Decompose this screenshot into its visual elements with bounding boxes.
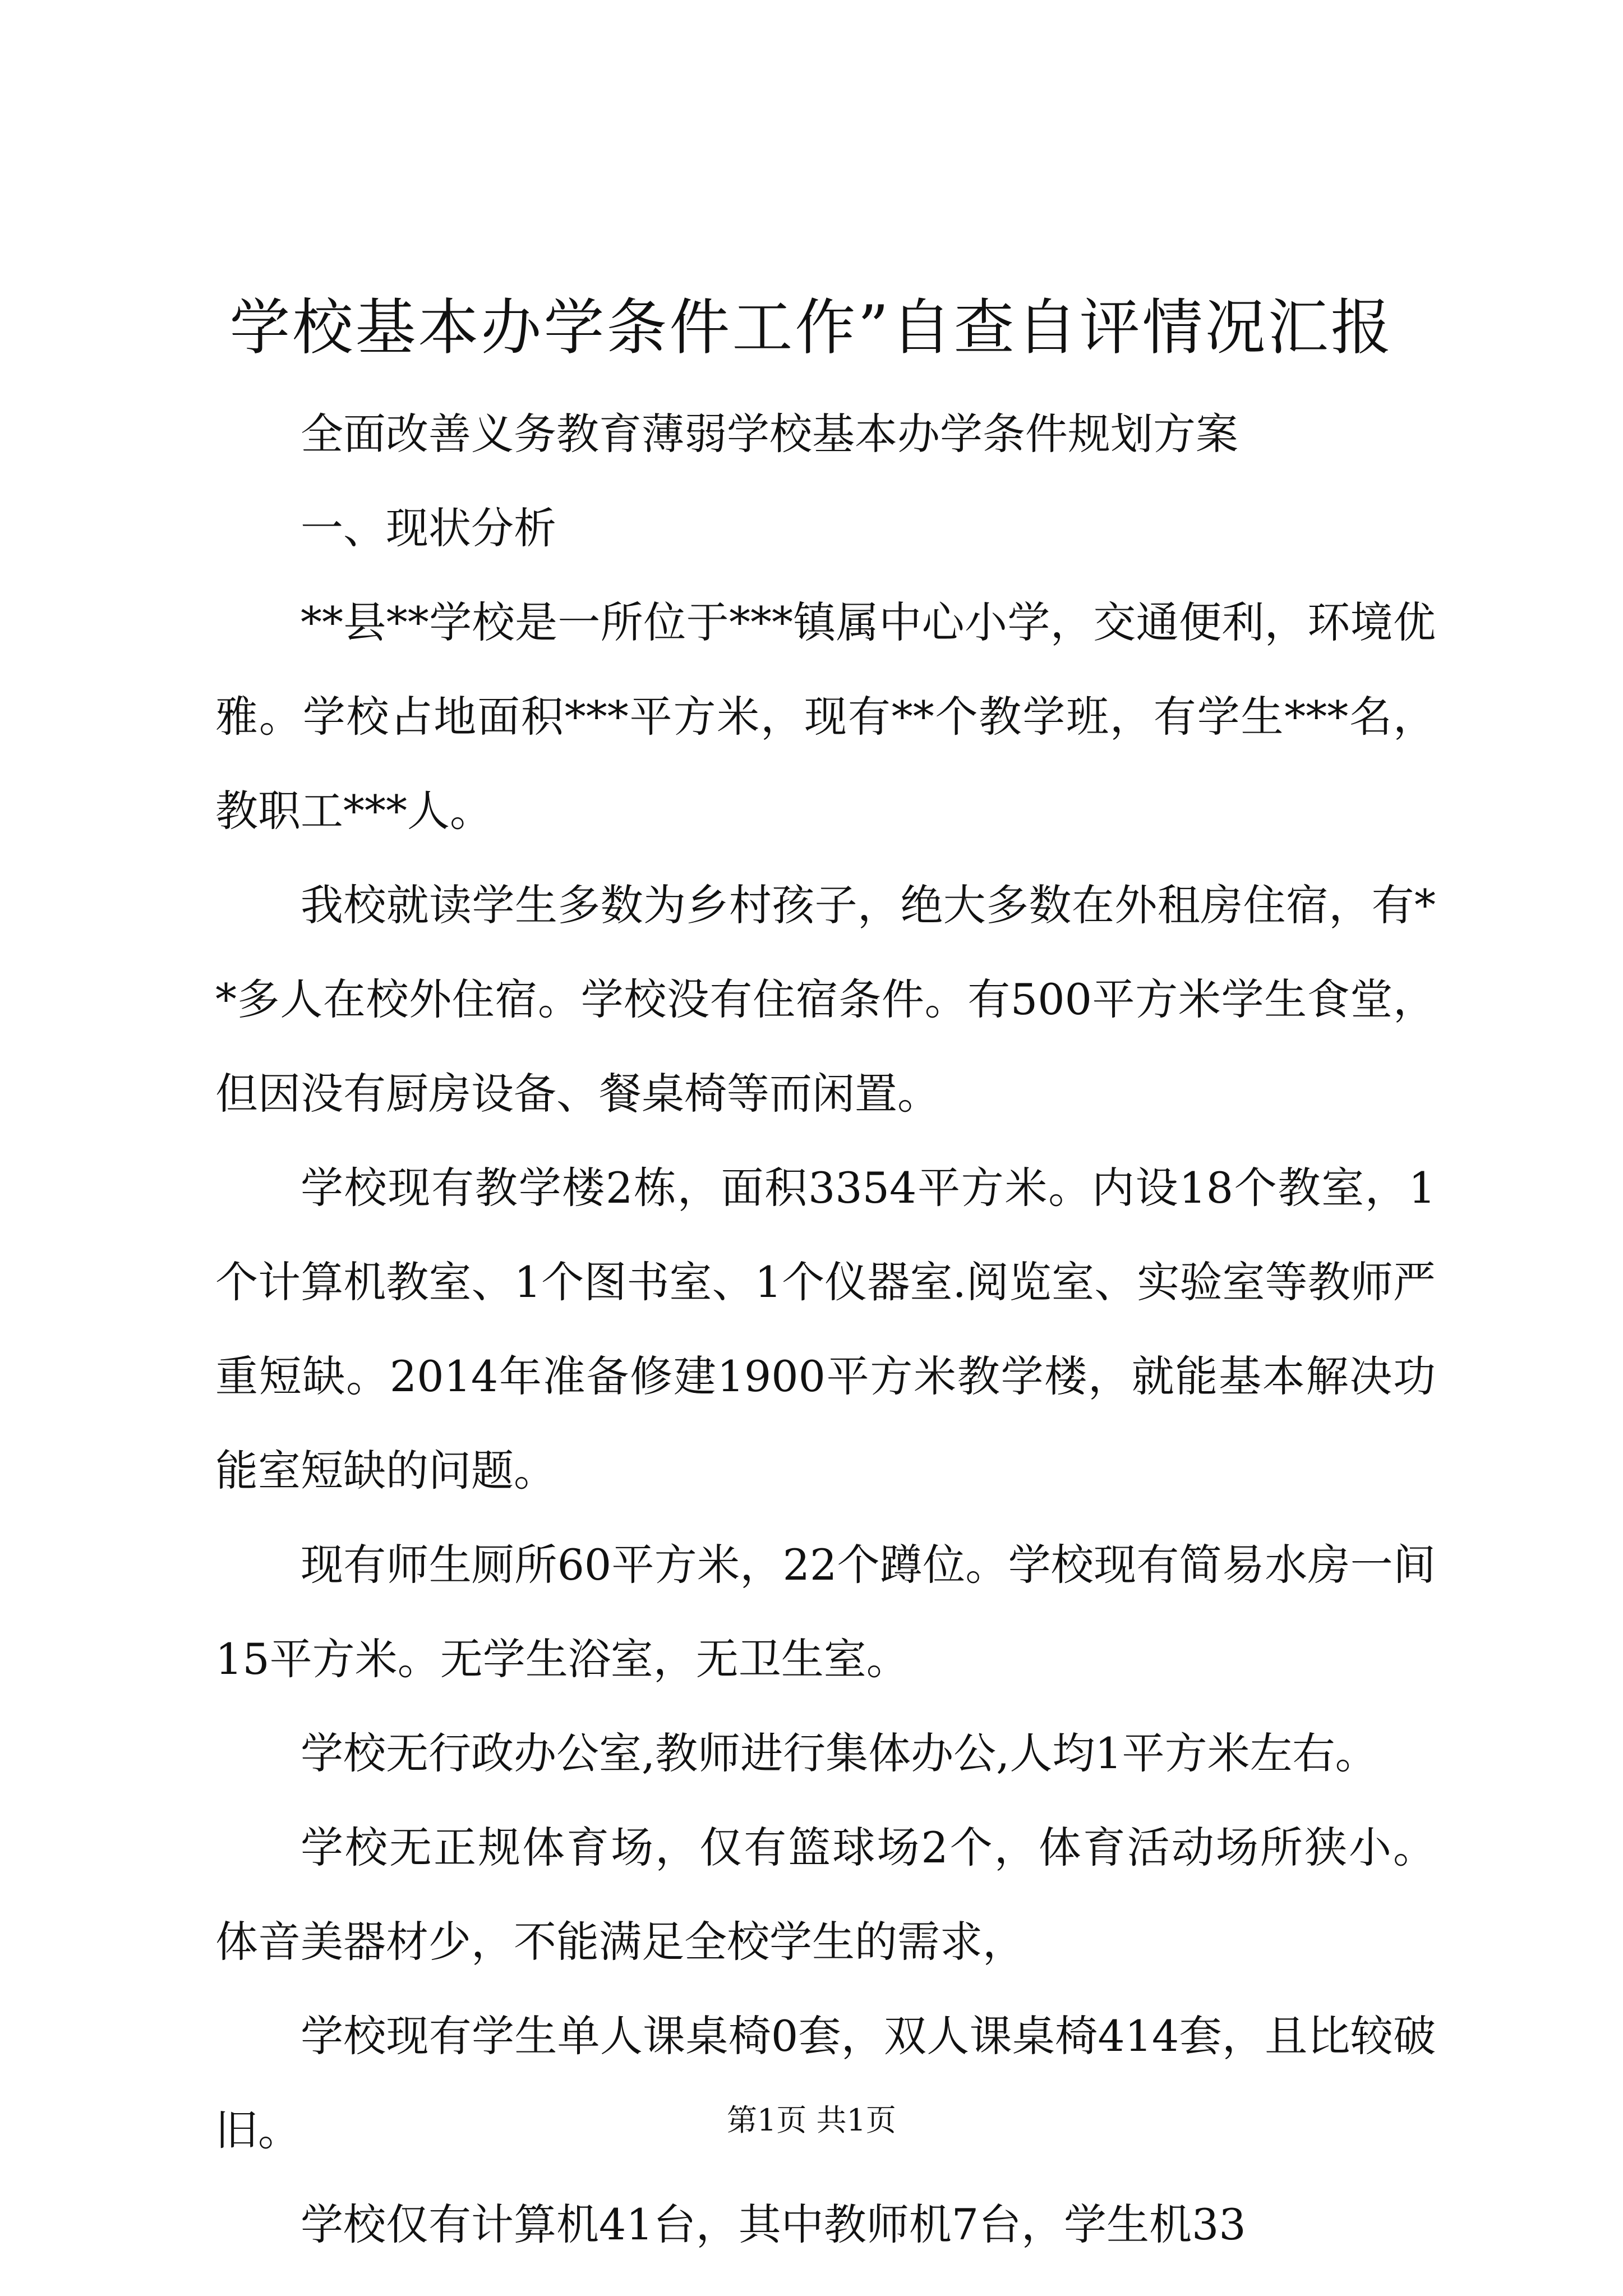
page-footer: 第1页 共1页	[727, 2102, 896, 2138]
paragraph: 学校现有教学楼2栋，面积3354平方米。内设18个教室，1个计算机教室、1个图书室、1个仪器室.阅览室、实验室等教师严重短缺。2014年准备修建1900平方米教学楼，就能基本解决功能室短缺的问题。	[215, 1163, 1436, 1496]
paragraph: 学校现有学生单人课桌椅0套，双人课桌椅414套，且比较破旧。	[215, 2011, 1436, 2155]
paragraph: 我校就读学生多数为乡村孩子，绝大多数在外租房住宿，有**多人在校外住宿。学校没有住宿条件。有500平方米学生食堂，但因没有厨房设备、餐桌椅等而闲置。	[215, 880, 1436, 1119]
paragraph: 学校无正规体育场，仅有篮球场2个，体育活动场所狭小。体音美器材少，不能满足全校学生的需求，	[215, 1823, 1436, 1967]
plan-subtitle: 全面改善义务教育薄弱学校基本办学条件规划方案	[301, 409, 1238, 459]
paragraph: 学校仅有计算机41台，其中教师机7台，学生机33	[301, 2200, 1246, 2249]
document-body	[215, 387, 1436, 2272]
paragraph: 学校无行政办公室,教师进行集体办公,人均1平方米左右。	[301, 1728, 1378, 1778]
paragraph: 现有师生厕所60平方米，22个蹲位。学校现有简易水房一间15平方米。无学生浴室，无卫生室。	[215, 1540, 1436, 1684]
document-title: 学校基本办学条件工作”自查自评情况汇报	[229, 293, 1394, 363]
section-heading: 一、现状分析	[301, 503, 556, 553]
paragraph: **县**学校是一所位于***镇属中心小学，交通便利，环境优雅。学校占地面积***平方米，现有**个教学班，有学生***名，教职工***人。	[215, 597, 1436, 836]
